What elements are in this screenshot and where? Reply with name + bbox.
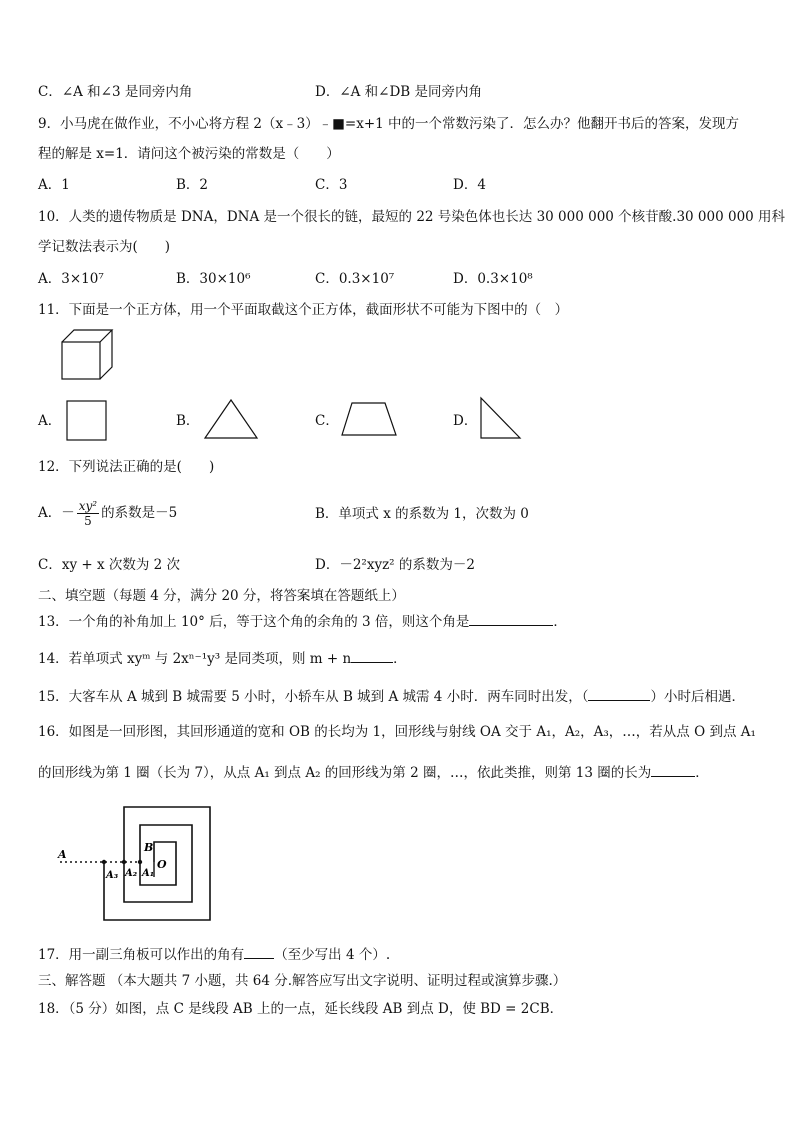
spiral-figure [58,805,218,925]
q16-end: ． [695,765,709,781]
fraction [77,499,99,528]
q13 [38,613,567,631]
q14-text: 14．若单项式 xyᵐ 与 2xⁿ⁻¹y³ 是同类项，则 m + n [38,651,352,667]
q8-option-d: D．∠A 和∠DB 是同旁内角 [315,84,483,100]
q9-option-b: B．2 [176,177,209,193]
section-3-heading: 三、解答题 （本大题共 7 小题，共 64 分.解答应写出文字说明、证明过程或演算步骤.） [38,973,567,989]
answer-blank [588,688,650,701]
q12-option-b: B．单项式 x 的系数为 1，次数为 0 [315,506,529,522]
q11-option-c: C． [315,413,339,429]
q17-text: 17．用一副三角板可以作出的角有 [38,947,245,963]
label-a1: A₁ [142,868,155,879]
answer-blank [469,613,553,626]
q10-line2: 学记数法表示为( ) [38,239,171,255]
square-shape [66,400,108,442]
q9-option-d: D．4 [453,177,486,193]
cube-figure [60,328,116,382]
q13-text: 13．一个角的补角加上 10° 后，等于这个角的余角的 3 倍，则这个角是 [38,614,470,630]
q12-option-a-suffix: 的系数是－5 [101,505,178,521]
q12-text: 12．下列说法正确的是( ) [38,459,215,475]
q10-option-d: D．0.3×10⁸ [453,271,533,287]
q10-line1: 10．人类的遗传物质是 DNA，DNA 是一个很长的链，最短的 22 号染色体也长达 30 000 000 个核苷酸.30 000 000 用科 [38,209,786,225]
q9-line2: 程的解是 x=1．请问这个被污染的常数是（ ） [38,146,340,162]
q18-text: 18．（5 分）如图，点 C 是线段 AB 上的一点，延长线段 AB 到点 D，使 BD = 2CB． [38,1001,564,1017]
q11-option-a: A． [38,413,62,429]
q8-option-c: C．∠A 和∠3 是同旁内角 [38,84,193,100]
right-triangle-shape [479,396,523,440]
fraction-denominator: 5 [84,514,92,528]
q9-line1: 9．小马虎在做作业，不小心将方程 2（x﹣3）﹣■=x+1 中的一个常数污染了．怎么办？他翻开书后的答案，发现方 [38,116,740,132]
q17 [38,946,390,964]
q14 [38,650,407,668]
q16-line2-text: 的回形线为第 1 圈（长为 7），从点 A₁ 到点 A₂ 的回形线为第 2 圈，…，依此类推，则第 13 圈的长为 [38,765,652,781]
label-a3: A₃ [106,870,119,881]
q16-line1: 16．如图是一回形图，其回形通道的宽和 OB 的长均为 1，回形线与射线 OA 交于 A₁，A₂，A₃，…，若从点 O 到点 A₁ [38,724,756,740]
q9-option-a: A．1 [38,177,70,193]
q11-option-b: B． [176,413,200,429]
label-a2: A₂ [125,868,138,879]
q9-option-c: C．3 [315,177,348,193]
q16-line2 [38,764,709,782]
triangle-shape [204,398,258,440]
answer-blank [244,946,274,959]
q10-option-b: B．30×10⁶ [176,271,251,287]
q13-end: ． [553,614,567,630]
q11-text: 11．下面是一个正方体，用一个平面取截这个正方体，截面形状不可能为下图中的（ ） [38,302,569,318]
q10-option-a: A．3×10⁷ [38,271,104,287]
answer-blank [651,764,695,777]
q15-end: ）小时后相遇． [650,689,745,705]
q11-option-d: D． [453,413,478,429]
q15 [38,688,745,706]
label-b: B [144,841,154,854]
q12-option-a-prefix: A．－ [38,505,75,521]
label-a: A [58,848,67,861]
label-o: O [157,858,167,871]
answer-blank [351,650,393,663]
section-2-heading: 二、填空题（每题 4 分，满分 20 分，将答案填在答题纸上） [38,588,405,604]
q12-option-c: C．xy + x 次数为 2 次 [38,557,181,573]
q17-end: （至少写出 4 个）. [274,947,391,963]
q15-text: 15．大客车从 A 城到 B 城需要 5 小时，小轿车从 B 城到 A 城需 4 小时．两车同时出发，（ [38,689,589,705]
q12-option-d: D．－2²xyz² 的系数为－2 [315,557,475,573]
q10-option-c: C．0.3×10⁷ [315,271,395,287]
fraction-numerator: xy² [78,499,98,513]
trapezoid-shape [341,401,397,437]
q12-option-a [38,497,177,529]
q14-end: ． [393,651,407,667]
